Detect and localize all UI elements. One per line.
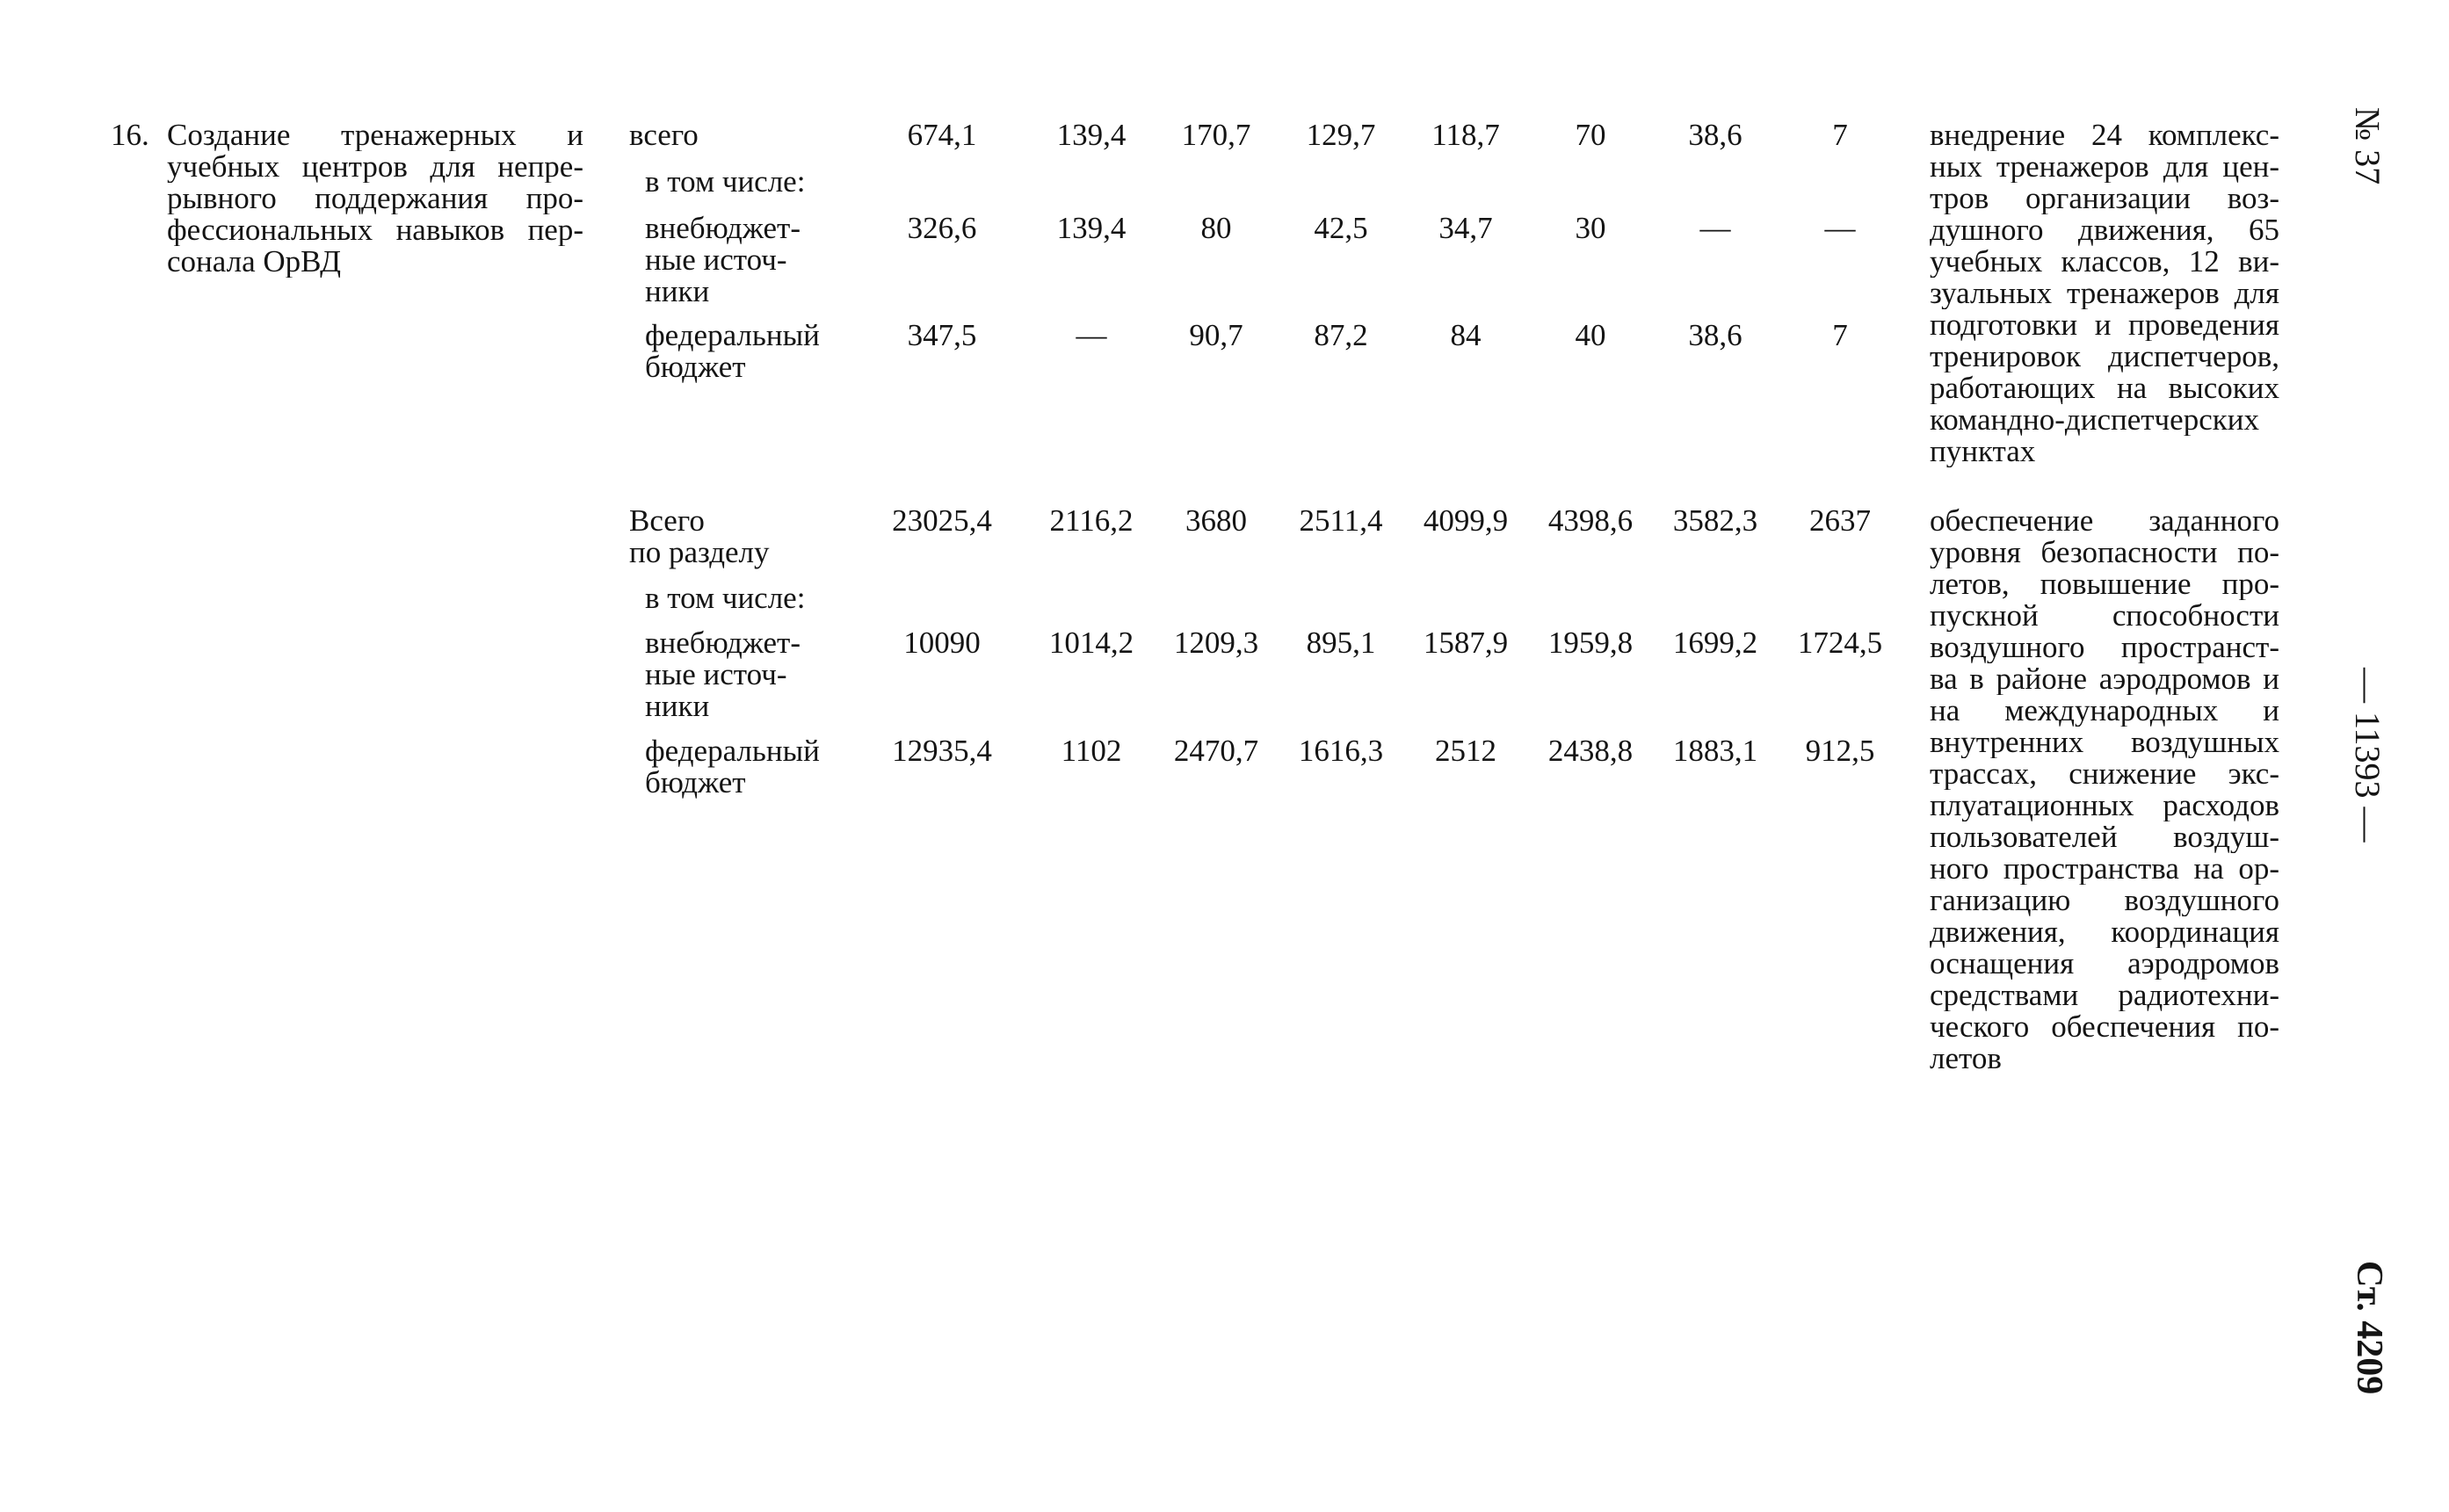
value-cell: 2511,4 — [1299, 503, 1383, 538]
label-offbudget-line: ные источ- — [645, 242, 787, 277]
label-offbudget-line: внебюджет- — [645, 626, 801, 660]
value-cell: — — [1824, 211, 1856, 245]
value-cell: 2116,2 — [1049, 503, 1134, 538]
label-offbudget-line: ники — [645, 689, 710, 723]
value-cell: 1883,1 — [1672, 734, 1758, 768]
result-line: ва в районе аэродромов и — [1930, 663, 2279, 695]
label-offbudget-line: внебюджет- — [645, 211, 801, 245]
value-cell: 70 — [1575, 118, 1606, 152]
issue-number: № 37 — [2348, 107, 2387, 185]
value-cell: 1616,3 — [1298, 734, 1384, 768]
item-title-line: учебных центров для непре- — [167, 151, 583, 183]
label-total: всего — [629, 118, 699, 152]
value-cell: — — [1076, 318, 1107, 352]
result-line: плуатационных расходов — [1930, 790, 2279, 821]
value-cell: 139,4 — [1056, 211, 1127, 245]
value-cell: 2512 — [1435, 734, 1496, 768]
value-cell: 12935,4 — [892, 734, 992, 768]
result-line: на международных и — [1930, 695, 2279, 727]
item-result — [1930, 119, 2279, 467]
value-cell: 2438,8 — [1547, 734, 1634, 768]
item-number: 16. — [111, 118, 149, 152]
value-cell: 4099,9 — [1423, 503, 1509, 538]
result-line: тров организации воз- — [1930, 183, 2279, 214]
value-cell: 84 — [1450, 318, 1482, 352]
result-line: пунктах — [1930, 436, 2036, 467]
value-cell: 326,6 — [907, 211, 977, 245]
value-cell: 895,1 — [1306, 626, 1376, 660]
value-cell: 1959,8 — [1547, 626, 1634, 660]
result-line: зуальных тренажеров для — [1930, 278, 2279, 309]
label-federal-line: бюджет — [645, 350, 746, 384]
value-cell: 1587,9 — [1423, 626, 1509, 660]
result-line: командно-диспетчерских — [1930, 404, 2259, 436]
result-line: ных тренажеров для цен- — [1930, 151, 2279, 183]
result-line: ческого обеспечения по- — [1930, 1011, 2279, 1043]
value-cell: 1209,3 — [1173, 626, 1259, 660]
value-cell: 2637 — [1809, 503, 1871, 538]
value-cell: 38,6 — [1688, 118, 1743, 152]
result-line: летов, повышение про- — [1930, 568, 2279, 600]
result-line: движения, координация — [1930, 916, 2279, 948]
result-line: ганизацию воздушного — [1930, 885, 2279, 916]
item-title-line: сонала ОрВД — [167, 246, 342, 278]
result-line: работающих на высоких — [1930, 373, 2279, 404]
item-title — [167, 119, 583, 278]
value-cell: 1014,2 — [1048, 626, 1134, 660]
value-cell: 1724,5 — [1797, 626, 1883, 660]
value-cell: 1102 — [1061, 734, 1122, 768]
result-line: учебных классов, 12 ви- — [1930, 246, 2279, 278]
value-cell: 10090 — [903, 626, 981, 660]
result-line: трассах, снижение экс- — [1930, 758, 2279, 790]
result-line: внутренних воздушных — [1930, 727, 2279, 758]
value-cell: 347,5 — [907, 318, 977, 352]
label-offbudget-line: ники — [645, 274, 710, 308]
label-federal-line: федеральный — [645, 318, 820, 352]
label-including: в том числе: — [645, 164, 806, 199]
value-cell: 7 — [1832, 318, 1848, 352]
article-number: Ст. 4209 — [2349, 1261, 2389, 1395]
label-including: в том числе: — [645, 581, 806, 615]
value-cell: 4398,6 — [1547, 503, 1634, 538]
page-number: — 11393 — — [2348, 668, 2387, 843]
value-cell: — — [1699, 211, 1731, 245]
value-cell: 42,5 — [1314, 211, 1368, 245]
value-cell: 23025,4 — [892, 503, 992, 538]
item-title-line: фессиональных навыков пер- — [167, 214, 583, 246]
label-federal-line: бюджет — [645, 765, 746, 799]
value-cell: 3680 — [1185, 503, 1247, 538]
label-section-total-line: Всего — [629, 503, 705, 538]
value-cell: 129,7 — [1306, 118, 1376, 152]
value-cell: 80 — [1200, 211, 1232, 245]
result-line: оснащения аэродромов — [1930, 948, 2279, 980]
value-cell: 87,2 — [1314, 318, 1368, 352]
value-cell: 912,5 — [1805, 734, 1875, 768]
section-result — [1930, 505, 2279, 1074]
value-cell: 30 — [1575, 211, 1606, 245]
value-cell: 1699,2 — [1672, 626, 1758, 660]
result-line: подготовки и проведения — [1930, 309, 2279, 341]
value-cell: 139,4 — [1056, 118, 1127, 152]
value-cell: 2470,7 — [1173, 734, 1259, 768]
item-title-line: рывного поддержания про- — [167, 183, 583, 214]
result-line: пользователей воздуш- — [1930, 821, 2279, 853]
result-line: средствами радиотехни- — [1930, 980, 2279, 1011]
result-line: душного движения, 65 — [1930, 214, 2279, 246]
result-line: обеспечение заданного — [1930, 505, 2279, 537]
result-line: тренировок диспетчеров, — [1930, 341, 2279, 373]
value-cell: 7 — [1832, 118, 1848, 152]
value-cell: 674,1 — [907, 118, 977, 152]
value-cell: 38,6 — [1688, 318, 1743, 352]
value-cell: 170,7 — [1181, 118, 1251, 152]
value-cell: 90,7 — [1189, 318, 1243, 352]
result-line: уровня безопасности по- — [1930, 537, 2279, 568]
value-cell: 3582,3 — [1672, 503, 1758, 538]
label-federal-line: федеральный — [645, 734, 820, 768]
result-line: внедрение 24 комплекс- — [1930, 119, 2279, 151]
result-line: воздушного пространст- — [1930, 632, 2279, 663]
item-title-line: Создание тренажерных и — [167, 119, 583, 151]
result-line: пускной способности — [1930, 600, 2279, 632]
value-cell: 118,7 — [1431, 118, 1500, 152]
label-section-total-line: по разделу — [629, 535, 770, 569]
label-offbudget-line: ные источ- — [645, 657, 787, 691]
result-line: ного пространства на ор- — [1930, 853, 2279, 885]
result-line: летов — [1930, 1043, 2002, 1074]
value-cell: 40 — [1575, 318, 1606, 352]
value-cell: 34,7 — [1438, 211, 1493, 245]
